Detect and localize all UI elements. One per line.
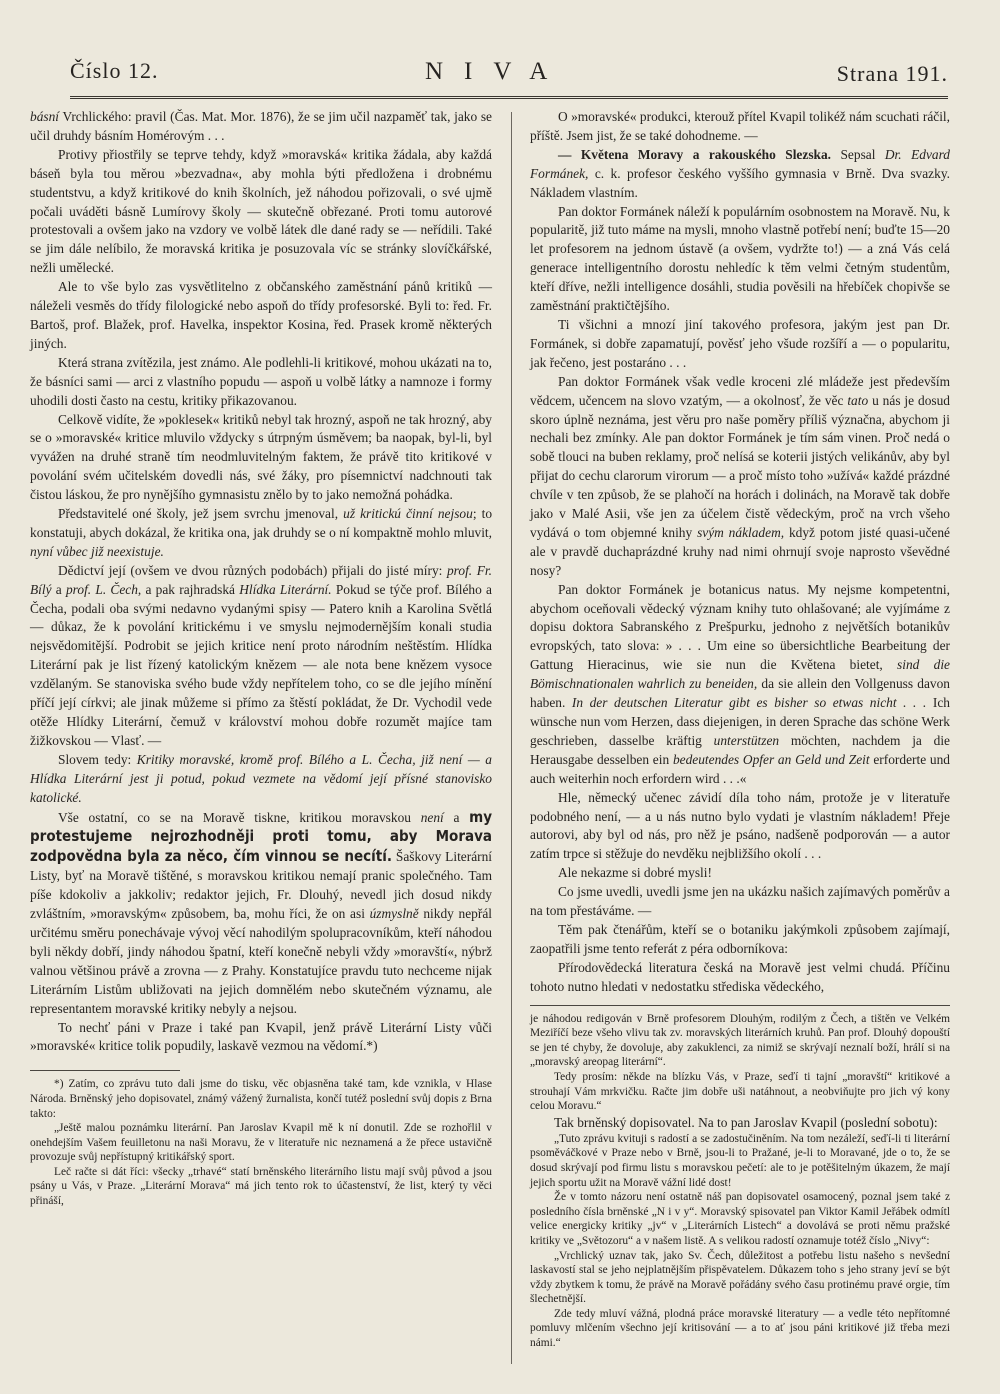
header-rule	[70, 96, 948, 99]
footnote-continued	[530, 1012, 950, 1351]
paragraph: Slovem tedy: Kritiky moravské, kromě prof. Bílého a L. Čecha, již není — a Hlídka Literární jest ji potud, pokud vezmete na vědomí její přísné stanovisko katolické.	[30, 751, 493, 805]
footnote-paragraph: je náhodou redigován v Brně profesorem Dlouhým, rodilým z Čech, a tištěn ve Velkém Meziříčí beze všeho vlivu tak zv. moravských literárních kruhů. Pan prof. Dlouhý dopouští se jen té chyby, že dovoluje, aby zakuklenci, za nimiž se skrývají neznalí boží, hrálí si na „moravský areopag literární“.	[530, 1012, 950, 1069]
left-column	[30, 108, 492, 1209]
footnote-paragraph: Zde tedy mluví vážná, plodná práce moravské literatury — a vedle této nepřítomné pomluvy mlčením všechno její kritisování — a to ať jsou páni kritikové již třeba mezi námi.“	[530, 1307, 950, 1350]
footnote-paragraph: „Tuto zprávu kvituji s radostí a se zadostučiněním. Na tom nezáleží, seďí-li ti literární psoměváčkové v Praze nebo v Brně, jsou-li to Pražané, je-li to Moravané, jde o to, že se dosud skrývají pod firmu listu s moravskou pečetí: ale to je potěšitelným úkazem, že mají jejich sportu užit na Moravě vážní lidé dost!	[530, 1132, 950, 1189]
page-number: Strana 191.	[836, 61, 948, 86]
footnote-paragraph: „Ještě malou poznámku literární. Pan Jaroslav Kvapil mě k ní donutil. Zde se rozhořlil v onehdejším Vašem feuilletonu na naši Moravu, že v literatuře nic neznamená a že přece ustavičně provozuje svůj nepřístupný kritikářský sport.	[30, 1122, 492, 1164]
book-review-heading: — Květena Moravy a rakouského Slezska. Sepsal Dr. Edvard Formánek, c. k. profesor českého vyššího gymnasia v Brně. Dva svazky. Nákladem vlastním.	[530, 146, 951, 200]
right-column	[530, 108, 950, 1351]
paragraph: Pan doktor Formánek však vedle kroceni zlé mládeže jest především vědcem, učencem na slovo vzatým, — a okolnosť, že věc tato u nás je dosud skoro úplně neznáma, jest věru pro naše poměry příliš význačna, abychom ji nechali bez zmínky. Ale pan doktor Formánek je tím sám vinen. Proč nedá o sobě tlouci na buben reklamy, proč nelísá se koterii jistých velikánův, aby byl přijat do cechu clarorum virorum — a proč místo toho »užívá« každé prázdné chvíle v ten způsob, že se plahočí na horách i dolinách, na Moravě tak dobře jako v Malé Asii, vše jen za účelem čistě vědeckým, proč na vrch všeho vydává o tom objemné knihy svým nákladem, když potom jisté quasi-učené ale v pravdě duchaprázdné kruhy nad nimi ohrnují svoje naprosto vševědné nosy?	[530, 373, 951, 578]
paragraph: Ti všichni a mnozí jiní takového profesora, jakým jest pan Dr. Formánek, si dobře zapamatují, pověsť jeho všude rozšíří a — o popularitu, jak řečeno, jest postaráno . . .	[530, 316, 950, 370]
issue-number: Číslo 12.	[70, 58, 159, 83]
paragraph: básní Vrchlického: pravil (Čas. Mat. Mor. 1876), že se jim učil nazpaměť tak, jako se učil druhdy básním Homérovým . . .	[30, 109, 492, 143]
footnote-paragraph: Že v tomto názoru není ostatně náš pan dopisovatel osamocený, poznal jsem také z posledního čísla brněnské „N i v y“. Moravský spisovatel pan Viktor Kamil Jeřábek odmítl velice energicky kritiky „jv“ v „Literárních Listech“ a dovolává se proti němu pražské kritiky ve „Světozoru“ a v našem listě. A s velikou radostí oznamuje totéž číslo „Nivy“:	[530, 1191, 950, 1247]
paragraph: O »moravské« produkci, kterouž přítel Kvapil tolikéž nám scuchati ráčil, příště. Jsem jist, že se také dohodneme. —	[530, 109, 950, 143]
paragraph: Pan doktor Formánek náleží k populárním osobnostem na Moravě. Nu, k popularitě, již tuto máme na mysli, mnoho vlastně potřebí není; buďte 15—20 let profesorem na jednom ústavě (a ovšem, vydržte to!) — a zná Vás celá generace intelligentního dorostu nehledíc k těm velmi četným studentům, kteří dříve, nežli intelligence dosáhli, studia pověsili na hřebíček chopivše se zaměstnání praktičtějšího.	[530, 203, 950, 314]
footnote-paragraph: Leč račte si dát říci: všecky „trhavé“ statí brněnského literárního listu mají svůj původ a jsou psány u Vás, v Praze. „Literární Morava“ má jich tento rok to účastenství, že list, který ty věci přináší,	[30, 1165, 492, 1208]
paragraph: Vše ostatní, co se na Moravě tiskne, kritikou moravskou není a my protestujeme nejrozhodněji proti tomu, aby Morava zodpovědna byla za něco, čím vinnou se necítí. Šaškovy Literární Listy, byť na Moravě tištěné, s moravskou kritikou nemají pranic společného. Tam píše kdokoliv a jakkoliv; redaktor jejich, Fr. Dlouhý, nevedl jich dosud nikdy zvláštním, »moravským« způsobem, ba, mohu říci, že on asi úzmyslně nikdy nepřál určitému směru ponechávaje vývoj věcí nahodilým spolupracovníkům, kteří náhodou byli někdy dobří, jindy náhodou špatní, kteří konečně nebyli vždy »moravští«, nýbrž valnou většinou právě a zrovna — z Prahy. Konstatujíce pravdu tuto nechceme nijak Literárním Listům ubližovati na jejich domnělém nebo skutečném významu, ale representantem moravské kritiky nebyly a nejsou.	[30, 807, 493, 1016]
paragraph: Celkově vidíte, že »poklesek« kritiků nebyl tak hrozný, aspoň ne tak hrozný, aby se o »moravské« kritice mluvilo vždycky s útrpným úsměvem; ba naopak, byl-li, byl vyvážen na druhé straně tím neodmluvitelným faktem, že právě tito kritikové v povolání svém učitelském dovedli nás, své žáky, pro písemnictví nadchnouti tak čistou láskou, že pro nynějšího gymnasistu znělo by to jako nemožná pohádka.	[30, 411, 492, 503]
paragraph: Hle, německý učenec závidí díla toho nám, protože je v literatuře podobného není, — a u nás nutno bylo vydati je vlastním nákladem! Přeje autorovi, aby byl od nás, pro něž je psáno, nadšeně podporován — a autor zatím trpce si stěžuje do nevděku nejbližšího okolí . . .	[530, 789, 950, 862]
paragraph: Co jsme uvedli, uvedli jsme jen na ukázku našich zajímavých poměrův a na tom přestáváme. —	[530, 884, 950, 919]
paragraph: Ale to vše bylo zas vysvětlitelno z občanského zaměstnání pánů kritiků — náleželi vesměs do třídy filologické nebo aspoň do třídy profesorské. Byli to: řed. Fr. Bartoš, prof. Blažek, prof. Havelka, inspektor Kosina, řed. Prasek kromě některých jiných.	[30, 279, 492, 351]
footnote-rule	[530, 1005, 950, 1006]
footnote-paragraph: Tedy prosím: někde na blízku Vás, v Praze, seďí ti tajní „moravští“ kritikové a strouhají Vám mrkvičku. Račte jim dobře uši natáhnout, a neobviňujte pro jich vý kony celou Moravu.“	[530, 1070, 950, 1113]
paragraph: Dědictví její (ovšem ve dvou různých podobách) přijali do jisté míry: prof. Fr. Bílý a prof. L. Čech, a pak rajhradská Hlídka Literární. Pokud se týče prof. Bílého a Čecha, podali oba svými nedavno vydanými spisy — Patero knih a Karolina Světlá — důkaz, že k povolání kritickému i ve smyslu nejmodernějším konali studia nejsvědomitější. Podrobit se jejich kritice není proto národním neštěstím. Hlídka Literární pak je list řízený katolickým knězem — ale nota bene knězem vysoce vzdělaným. Se stanoviska svého bude vždy nepřítelem toho, co se dle jejího mínění příčí její církvi; ale jinak můžeme si přímo za štěstí pokládat, že Dr. Vychodil vede otěže Hlídky Literární, čemuž v království mohou dobře rozumět majíce tam žižkovskou — Vlasť. —	[30, 562, 492, 748]
footnote-paragraph: Tak brněnský dopisovatel. Na to pan Jaroslav Kvapil (poslední sobotu):	[554, 1114, 938, 1130]
paragraph: To nechť páni v Praze i také pan Kvapil, jenž právě Literární Listy vůči »moravské« kritice tolik popudily, laskavě vezmou na vědomí.*)	[30, 1019, 492, 1054]
footnote-paragraph: „Vrchlický uznav tak, jako Sv. Čech, důležitost a potřebu listu našeho s nevšední laskavostí stal se jeho nejplatnějším přispěvatelem. Důkazem toho s jeho strany jeví se být vždy zbytkem k tomu, že právě na Moravě pořádány svého času protinému pravé orgie, tím šlechetnější.	[530, 1249, 950, 1306]
footnote-rule	[30, 1070, 180, 1071]
footnote-paragraph: *) Zatím, co zprávu tuto dali jsme do tisku, věc objasněna také tam, kde vznikla, v Hlase Národa. Brněnský jeho dopisovatel, známý vážený žurnalista, končí tutéž poslední svůj dopis z Brna takto:	[30, 1078, 492, 1120]
paragraph: Těm pak čtenářům, kteří se o botaniku jakýmkoli způsobem zajímají, zaopatřili jsme tento referát z péra odborníkova:	[530, 921, 950, 956]
paragraph: Ale nekazme si dobré mysli!	[558, 865, 712, 881]
column-divider	[511, 112, 512, 1364]
footnote	[30, 1077, 492, 1208]
paragraph: Přírodovědecká literatura česká na Moravě jest velmi chudá. Příčinu tohoto nutno hledati v nedostatku střediska vědeckého,	[530, 959, 950, 994]
paragraph: Protivy přiostřily se teprve tehdy, když »moravská« kritika žádala, aby každá báseň byla tou měrou »bezvadna«, aby mohla býti předložena i drobnému studentstvu, a když kritikové do knih školních, jež náhodou pořizovali, o své ujmě počali uváděti básně Lumírovy školy — skutečně obřezané. Proti tomu autorové protestovali a ovšem jako na vzdory ve volbě látek dle dané rady se — neřídili. Také se jim dále nelíbilo, že moravská kritika je posuzovala víc se stránky slovíčkářské, nežli umělecké.	[30, 146, 492, 276]
journal-title: NIVA	[425, 58, 569, 85]
paragraph: Představitelé oné školy, jež jsem svrchu jmenoval, už kritickú činní nejsou; to konstatuji, abych dokázal, že kritika ona, jak druhdy se o ní kompaktně mohlo mluvit, nyní vůbec již neexistuje.	[30, 506, 493, 559]
paragraph: Která strana zvítězila, jest známo. Ale podlehli-li kritikové, mohou ukázati na to, že básníci sami — arci z vlastního popudu — aspoň u volbě látky a namnoze i formy uhodili dosti často na cestu, kritiky přikazovanou.	[30, 354, 492, 408]
paragraph: Pan doktor Formánek je botanicus natus. My nejsme kompetentni, abychom oceňovali vědecký význam knihy tuto ohlašované; ale vyjímáme z dopisu doktora Sabranského z Prešpurku, jednoho z největších botanikův evropských, tato slova: » . . . Um eine so übersichtliche Bearbeitung der Gattung Hieracinus, wie sie nun die Květena bietet, sind die Bömischnationalen wahrlich zu beneiden, da sie allein den Vollgenuss davon haben. In der deutschen Literatur gibt es bisher so etwas nicht . . . Ich wünsche nun vom Herzen, dass diejenigen, in deren Sprache das schöne Werk geschrieben, dasselbe kräftig unterstützen möchten, nachdem ja die Herausgabe desselben ein bedeutendes Opfer an Geld und Zeit erforderte und auch weiterhin noch erfordern wird . . .«	[530, 581, 951, 786]
